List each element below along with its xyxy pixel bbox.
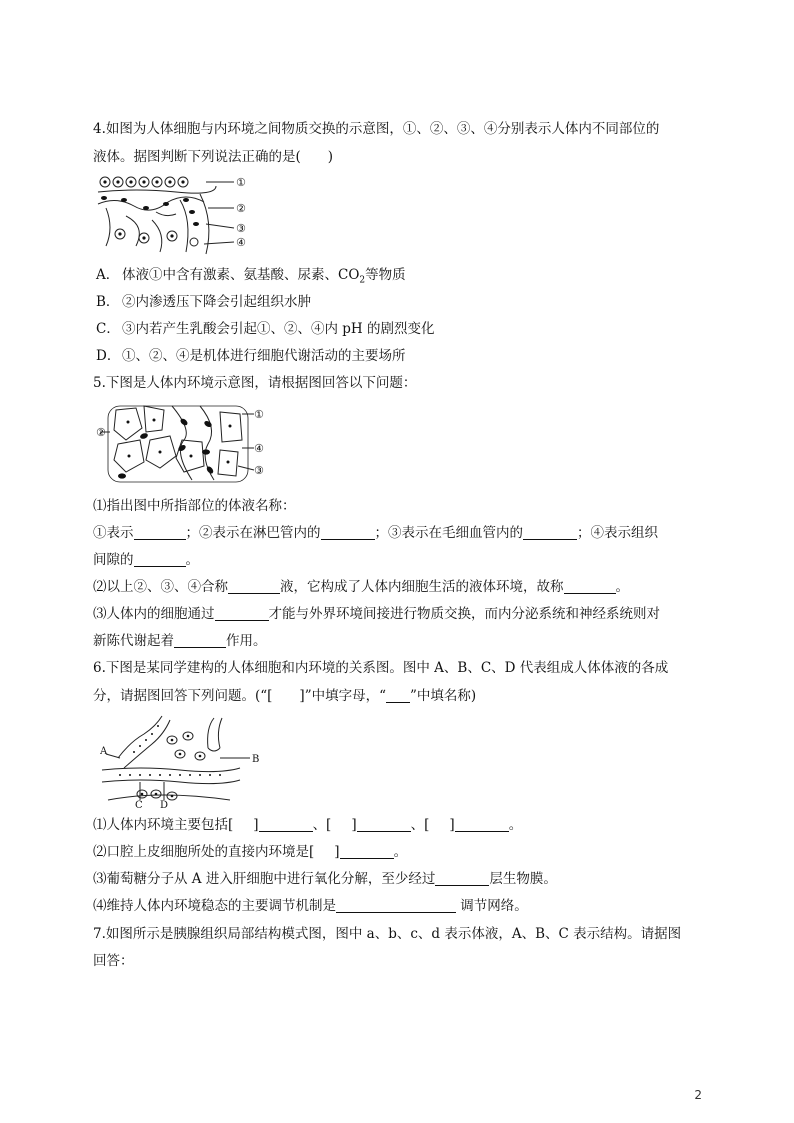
q4-fig-label-1: ① — [236, 176, 246, 189]
q5-fig-label-1: ① — [254, 408, 264, 421]
q5-part3-line1: ⑶人体内的细胞通过 才能与外界环境间接进行物质交换，而内分泌系统和神经系统则对 — [93, 606, 660, 622]
q5-part3-line2: 新陈代谢起着 作用。 — [93, 633, 267, 649]
answer-blank[interactable] — [455, 817, 509, 832]
q4-option-a: A． 体液①中含有激素、氨基酸、尿素、$CO_2$等物质 — [96, 267, 406, 286]
q5-fig-label-3: ③ — [254, 464, 264, 477]
q6-figure — [100, 712, 280, 808]
q5-part1-title: ⑴指出图中所指部位的体液名称： — [93, 498, 296, 514]
q4-fig-label-3: ③ — [236, 222, 246, 235]
answer-blank — [386, 688, 410, 703]
q6-fig-label-c: C — [135, 800, 143, 808]
q4-option-d: D． ①、②、④是机体进行细胞代谢活动的主要场所 — [96, 348, 406, 364]
q7-stem-line1: 7.如图所示是胰腺组织局部结构模式图，图中 a、b、c、d 表示体液，A、B、C 表示结构。请据图 — [93, 926, 682, 942]
q6-part1: ⑴人体内环境主要包括[ ] 、[ ] 、[ ] 。 — [93, 817, 523, 833]
q6-stem-line1: 6.下图是某同学建构的人体细胞和内环境的关系图。图中 A、B、C、D 代表组成人体体液的各成 — [93, 660, 669, 676]
q6-part2: ⑵口腔上皮细胞所处的直接内环境是[ ] 。 — [93, 844, 408, 860]
q5-figure — [96, 400, 268, 486]
q5-fig-label-2: ② — [96, 426, 106, 439]
q5-part1-line1: ①表示 ；②表示在淋巴管内的 ；③表示在毛细血管内的 ；④表示组织 — [93, 525, 658, 541]
q7-stem-line2: 回答： — [93, 953, 134, 969]
answer-blank[interactable] — [435, 871, 489, 886]
q5-stem: 5.下图是人体内环境示意图，请根据图回答以下问题： — [93, 375, 417, 391]
answer-blank[interactable] — [564, 579, 616, 594]
answer-blank[interactable] — [357, 817, 411, 832]
q4-option-c: C． ③内若产生乳酸会引起①、②、④内 pH 的剧烈变化 — [96, 321, 435, 337]
q6-fig-label-d: D — [160, 800, 169, 808]
answer-blank[interactable] — [228, 579, 280, 594]
q4-stem-line1: 4.如图为人体细胞与内环境之间物质交换的示意图，①、②、③、④分别表示人体内不同部位的 — [93, 121, 660, 137]
q6-part4: ⑷维持人体内环境稳态的主要调节机制是 调节网络。 — [93, 898, 528, 914]
q5-part2: ⑵以上②、③、④合称 液，它构成了人体内细胞生活的液体环境，故称 。 — [93, 579, 629, 595]
page-number: 2 — [694, 1088, 702, 1102]
answer-blank[interactable] — [134, 525, 186, 540]
q6-part3: ⑶葡萄糖分子从 A 进入肝细胞中进行氧化分解，至少经过 层生物膜。 — [93, 871, 557, 887]
answer-blank[interactable] — [340, 844, 394, 859]
q4-stem-line2: 液体。据图判断下列说法正确的是( ) — [93, 149, 334, 165]
q4-fig-label-2: ② — [236, 202, 246, 215]
q5-fig-label-4: ④ — [254, 442, 264, 455]
q5-part1-line2: 间隙的 。 — [93, 552, 199, 568]
q4-fig-label-4: ④ — [236, 236, 246, 249]
answer-blank[interactable] — [523, 525, 577, 540]
answer-blank[interactable] — [259, 817, 313, 832]
q6-fig-label-a: A — [100, 746, 108, 757]
answer-blank[interactable] — [321, 525, 375, 540]
q4-option-b: B． ②内渗透压下降会引起组织水肿 — [96, 294, 311, 310]
answer-blank[interactable] — [134, 552, 186, 567]
answer-blank[interactable] — [174, 633, 226, 648]
answer-blank[interactable] — [215, 606, 269, 621]
q6-stem-line2: 分，请据图回答下列问题。(“[ ]”中填字母，“ ”中填名称) — [93, 688, 477, 704]
q4-figure — [96, 172, 256, 256]
answer-blank[interactable] — [336, 898, 456, 913]
q6-fig-label-b: B — [252, 754, 260, 765]
